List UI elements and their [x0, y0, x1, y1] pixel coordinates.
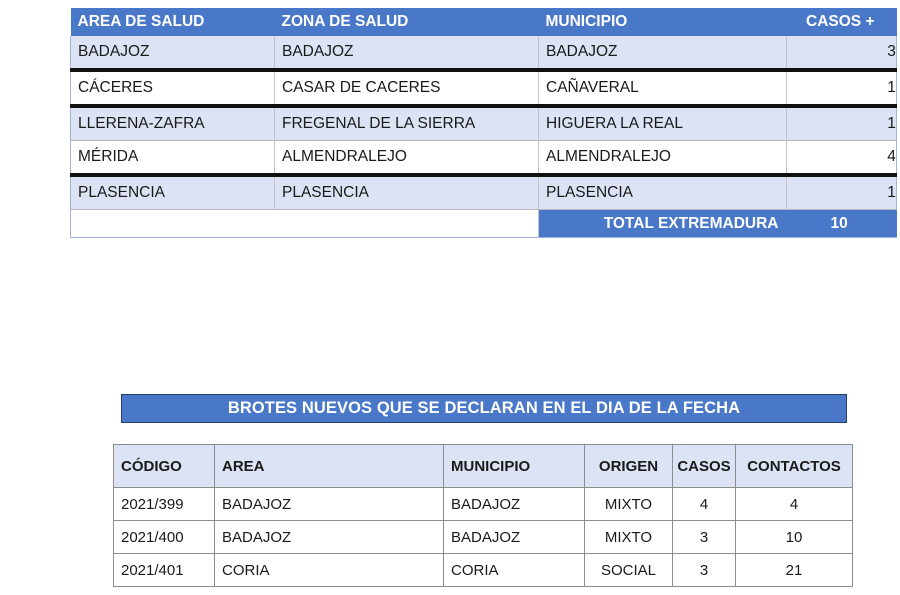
- cell-municipio: CORIA: [444, 554, 585, 587]
- cell-municipio: BADAJOZ: [444, 488, 585, 521]
- cell-casos: 3: [787, 36, 897, 70]
- cell-contactos: 10: [736, 521, 853, 554]
- cell-area: CÁCERES: [71, 70, 275, 106]
- table-row: [71, 175, 897, 210]
- cell-area: LLERENA-ZAFRA: [71, 106, 275, 141]
- cell-zona: ALMENDRALEJO: [275, 141, 539, 176]
- header-contactos: CONTACTOS: [736, 445, 853, 488]
- cell-origen: MIXTO: [585, 521, 673, 554]
- table-row: [71, 141, 897, 176]
- table-row: [71, 36, 897, 70]
- cell-origen: MIXTO: [585, 488, 673, 521]
- cell-casos: 3: [673, 554, 736, 587]
- cell-codigo: 2021/399: [114, 488, 215, 521]
- cell-zona: PLASENCIA: [275, 175, 539, 210]
- cell-municipio: CAÑAVERAL: [539, 70, 787, 106]
- cases-by-area-table: [70, 8, 897, 238]
- cell-contactos: 4: [736, 488, 853, 521]
- header-area: AREA: [215, 445, 444, 488]
- cell-municipio: ALMENDRALEJO: [539, 141, 787, 176]
- header-municipio: MUNICIPIO: [444, 445, 585, 488]
- cell-casos: 1: [787, 106, 897, 141]
- table-row: [71, 106, 897, 141]
- cell-area: BADAJOZ: [215, 488, 444, 521]
- cell-casos: 1: [787, 70, 897, 106]
- cell-area: CORIA: [215, 554, 444, 587]
- cell-contactos: 21: [736, 554, 853, 587]
- table-row: [71, 70, 897, 106]
- cell-codigo: 2021/401: [114, 554, 215, 587]
- cell-area: MÉRIDA: [71, 141, 275, 176]
- cell-municipio: BADAJOZ: [444, 521, 585, 554]
- outbreaks-table: [113, 444, 853, 587]
- cell-area: BADAJOZ: [71, 36, 275, 70]
- cell-municipio: BADAJOZ: [539, 36, 787, 70]
- cases-table-header-row: [71, 8, 897, 36]
- header-casos: CASOS: [673, 445, 736, 488]
- outbreaks-header-row: [114, 445, 853, 488]
- cell-municipio: PLASENCIA: [539, 175, 787, 210]
- cell-municipio: HIGUERA LA REAL: [539, 106, 787, 141]
- header-area-de-salud: AREA DE SALUD: [71, 8, 275, 36]
- header-zona-de-salud: ZONA DE SALUD: [275, 8, 539, 36]
- cell-area: BADAJOZ: [215, 521, 444, 554]
- cell-casos: 4: [673, 488, 736, 521]
- table-row: [114, 488, 853, 521]
- header-municipio: MUNICIPIO: [539, 8, 787, 36]
- total-value: 10: [787, 210, 897, 238]
- total-row: [71, 210, 897, 238]
- total-blank-cell: [71, 210, 539, 238]
- total-label: TOTAL EXTREMADURA: [539, 210, 787, 238]
- header-casos: CASOS +: [787, 8, 897, 36]
- cell-origen: SOCIAL: [585, 554, 673, 587]
- cell-zona: FREGENAL DE LA SIERRA: [275, 106, 539, 141]
- cell-casos: 3: [673, 521, 736, 554]
- table-row: [114, 521, 853, 554]
- cell-codigo: 2021/400: [114, 521, 215, 554]
- cell-casos: 1: [787, 175, 897, 210]
- outbreaks-title-banner: BROTES NUEVOS QUE SE DECLARAN EN EL DIA DE LA FECHA: [121, 394, 847, 423]
- cell-casos: 4: [787, 141, 897, 176]
- cell-area: PLASENCIA: [71, 175, 275, 210]
- header-origen: ORIGEN: [585, 445, 673, 488]
- table-row: [114, 554, 853, 587]
- cell-zona: CASAR DE CACERES: [275, 70, 539, 106]
- header-codigo: CÓDIGO: [114, 445, 215, 488]
- cell-zona: BADAJOZ: [275, 36, 539, 70]
